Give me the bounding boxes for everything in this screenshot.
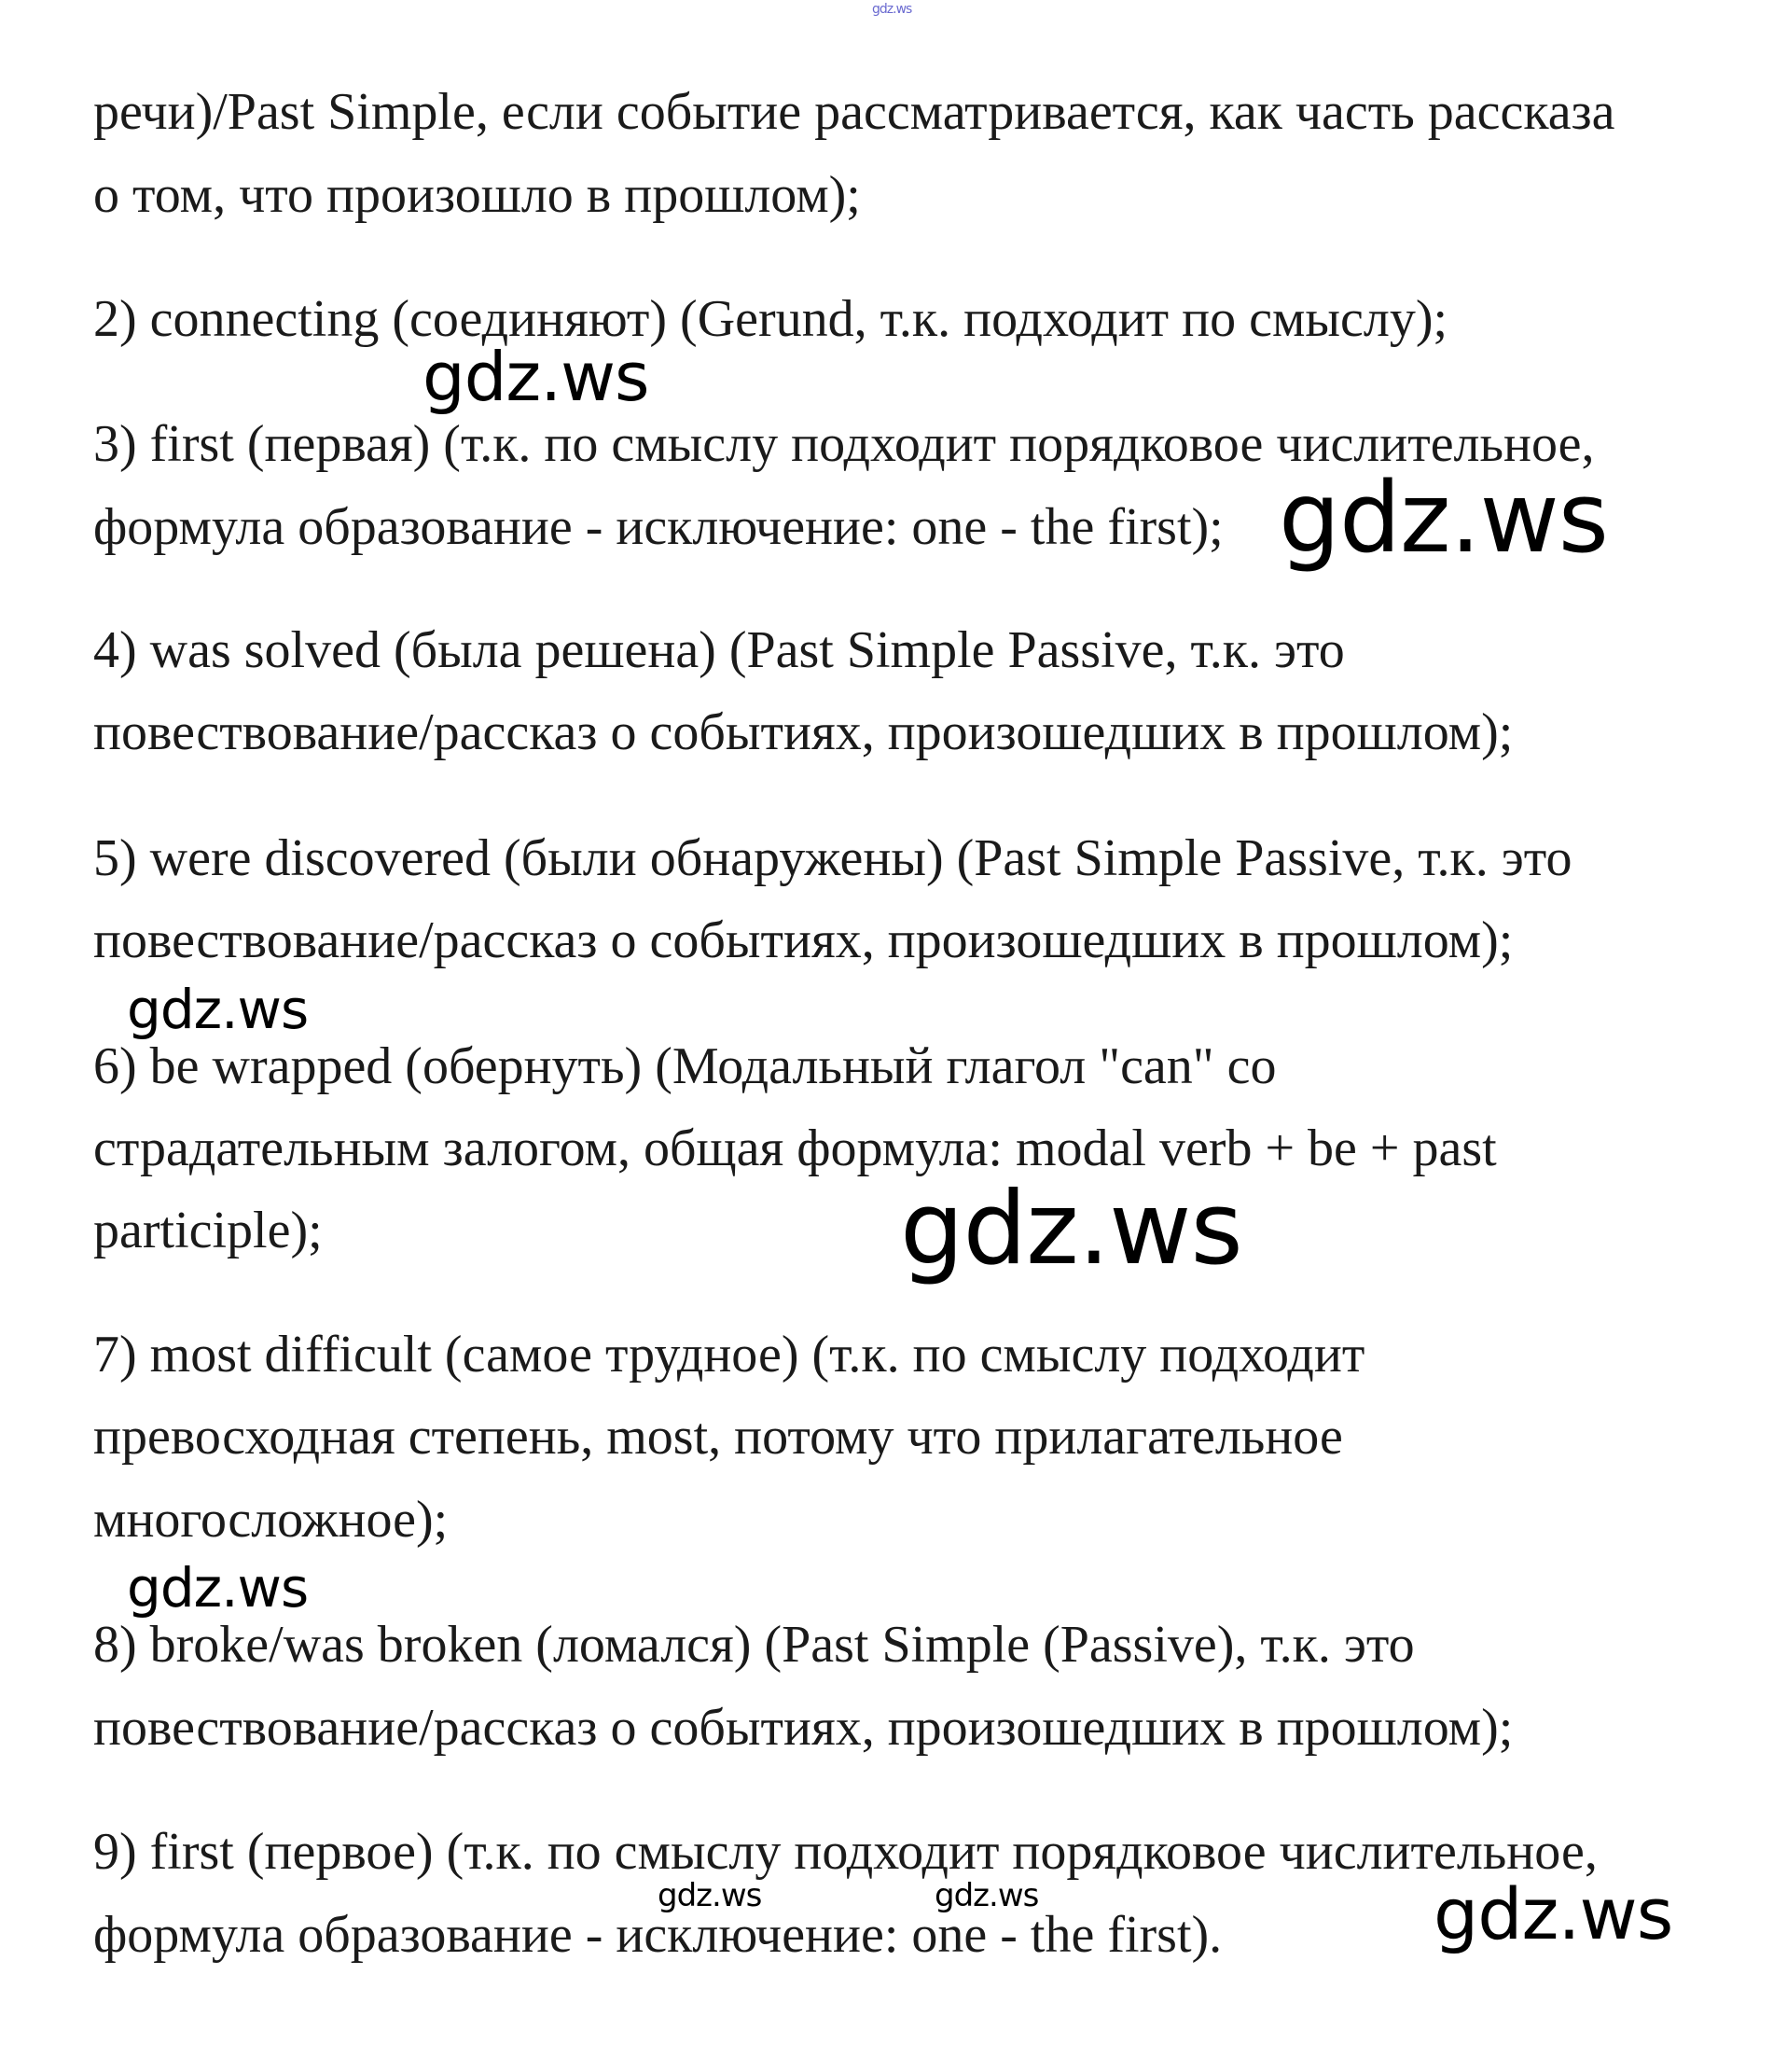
watermark-top: gdz.ws bbox=[872, 2, 912, 17]
text-line: превосходная степень, most, потому что прилагательное bbox=[93, 1408, 1343, 1466]
watermark: gdz.ws bbox=[935, 1877, 1039, 1914]
watermark: gdz.ws bbox=[1279, 461, 1608, 575]
text-line: 8) broke/was broken (ломался) (Past Simple (Passive), т.к. это bbox=[93, 1616, 1415, 1674]
text-line: речи)/Past Simple, если событие рассматривается, как часть рассказа bbox=[93, 83, 1615, 141]
text-line: 2) connecting (соединяют) (Gerund, т.к. подходит по смыслу); bbox=[93, 290, 1448, 348]
text-line: повествование/рассказ о событиях, произошедших в прошлом); bbox=[93, 911, 1514, 969]
watermark: gdz.ws bbox=[658, 1877, 762, 1914]
text-line: страдательным залогом, общая формула: modal verb + be + past bbox=[93, 1119, 1497, 1177]
watermark: gdz.ws bbox=[127, 978, 309, 1041]
text-line: о том, что произошло в прошлом); bbox=[93, 166, 861, 224]
text-line: формула образование - исключение: one - the first). bbox=[93, 1906, 1223, 1964]
text-line: повествование/рассказ о событиях, произошедших в прошлом); bbox=[93, 1699, 1514, 1757]
text-line: 7) most difficult (самое трудное) (т.к. по смыслу подходит bbox=[93, 1326, 1365, 1384]
watermark: gdz.ws bbox=[127, 1556, 309, 1620]
text-line: формула образование - исключение: one - the first); bbox=[93, 498, 1224, 556]
text-line: 6) be wrapped (обернуть) (Модальный глагол "can" со bbox=[93, 1037, 1277, 1095]
text-line: повествование/рассказ о событиях, произошедших в прошлом); bbox=[93, 703, 1514, 761]
watermark: gdz.ws bbox=[423, 338, 649, 416]
watermark: gdz.ws bbox=[1434, 1872, 1673, 1955]
text-line: 5) were discovered (были обнаружены) (Past Simple Passive, т.к. это bbox=[93, 829, 1572, 887]
text-line: 9) first (первое) (т.к. по смыслу подходит порядковое числительное, bbox=[93, 1823, 1598, 1881]
text-line: participle); bbox=[93, 1202, 323, 1259]
watermark: gdz.ws bbox=[900, 1171, 1242, 1287]
text-line: многосложное); bbox=[93, 1491, 449, 1549]
text-line: 3) first (первая) (т.к. по смыслу подходит порядковое числительное, bbox=[93, 415, 1595, 473]
text-line: 4) was solved (была решена) (Past Simple Passive, т.к. это bbox=[93, 621, 1345, 679]
